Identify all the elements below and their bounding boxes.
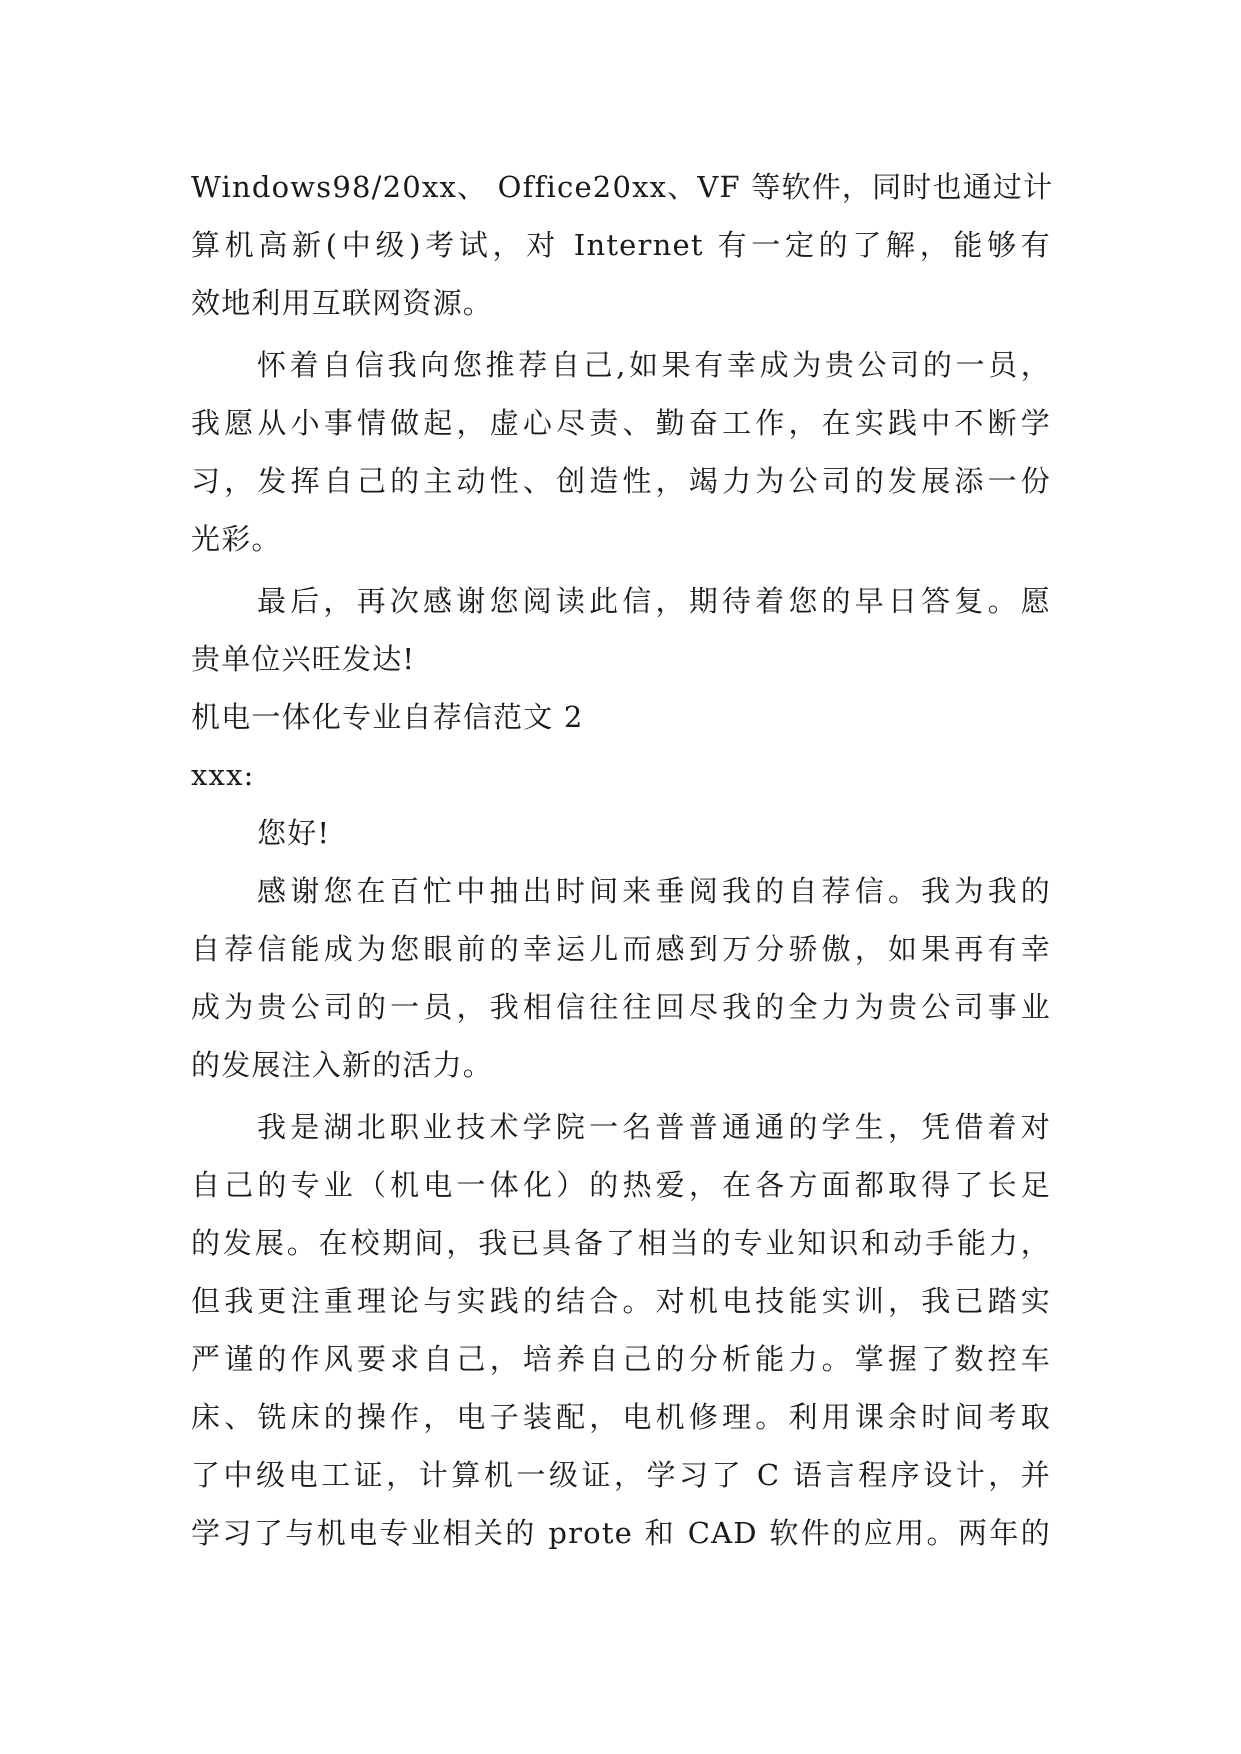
text-line: 算机高新(中级)考试，对 Internet 有一定的了解，能够有 [191,228,1051,262]
text-line: 最后，再次感谢您阅读此信，期待着您的早日答复。愿 [257,584,1051,618]
text-line: 床、铣床的操作，电子装配，电机修理。利用课余时间考取 [191,1400,1051,1434]
text-line: 但我更注重理论与实践的结合。对机电技能实训，我已踏实 [191,1284,1051,1318]
paragraph-background [191,1098,1051,1562]
text-line: 自己的专业（机电一体化）的热爱，在各方面都取得了长足 [191,1168,1051,1202]
paragraph-self-recommendation [191,336,1051,568]
text-line: 感谢您在百忙中抽出时间来垂阅我的自荐信。我为我的 [257,874,1051,908]
text-line: 的发展。在校期间，我已具备了相当的专业知识和动手能力， [191,1226,1051,1260]
text-line: 成为贵公司的一员，我相信往往回尽我的全力为贵公司事业 [191,990,1051,1024]
text-line: 学习了与机电专业相关的 prote 和 CAD 软件的应用。两年的 [191,1516,1051,1550]
document-page [191,158,1054,1562]
text-line: 我愿从小事情做起，虚心尽责、勤奋工作，在实践中不断学 [191,406,1051,440]
text-line: 效地利用互联网资源。 [191,286,494,320]
text-line: 怀着自信我向您推荐自己,如果有幸成为贵公司的一员， [257,348,1051,382]
text-line: 了中级电工证，计算机一级证，学习了 C 语言程序设计，并 [191,1458,1051,1492]
section-heading: 机电一体化专业自荐信范文 2 [191,700,584,734]
paragraph-closing [191,572,1051,688]
text-line: 习，发挥自己的主动性、创造性，竭力为公司的发展添一份 [191,464,1051,498]
greeting-line: 您好! [257,816,331,850]
text-line: 贵单位兴旺发达! [191,642,416,676]
recipient-line: xxx: [191,758,255,792]
text-line: 自荐信能成为您眼前的幸运儿而感到万分骄傲，如果再有幸 [191,932,1051,966]
text-line: Windows98/20xx、 Office20xx、VF 等软件，同时也通过计 [191,170,1054,204]
text-line: 的发展注入新的活力。 [191,1048,494,1082]
paragraph-thanks [191,862,1051,1094]
text-line: 我是湖北职业技术学院一名普普通通的学生，凭借着对 [257,1110,1051,1144]
text-line: 严谨的作风要求自己，培养自己的分析能力。掌握了数控车 [191,1342,1051,1376]
text-line: 光彩。 [191,522,282,556]
paragraph-software-skills [191,158,1054,332]
